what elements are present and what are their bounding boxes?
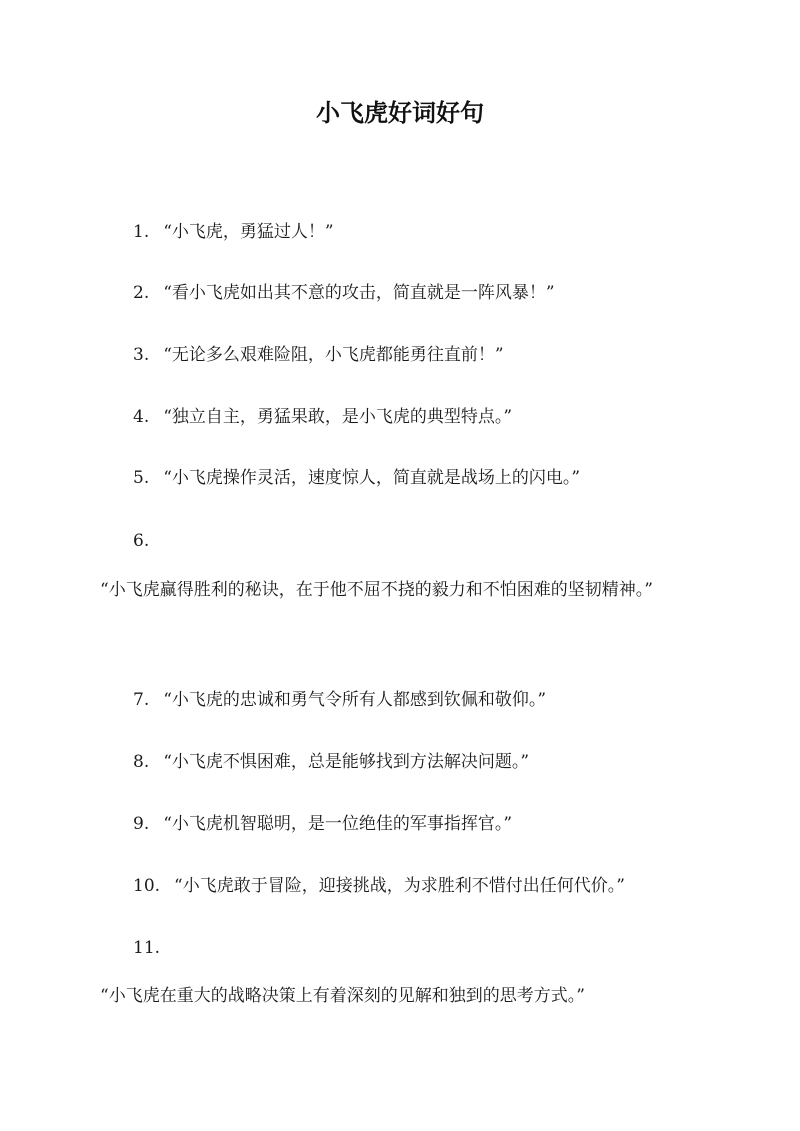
list-item <box>133 342 504 368</box>
item-text: “小飞虎操作灵活，速度惊人，简直就是战场上的闪电。” <box>163 468 581 488</box>
item-number: 8. <box>133 752 150 772</box>
item-number: 6. <box>133 531 150 551</box>
item-number: 2. <box>133 283 150 303</box>
list-item <box>133 465 580 491</box>
item-number: 3. <box>133 345 150 365</box>
item-text: “小飞虎不惧困难，总是能够找到方法解决问题。” <box>163 752 530 772</box>
list-item <box>133 749 529 775</box>
document-title: 小飞虎好词好句 <box>316 98 484 127</box>
item-text: “小飞虎敢于冒险，迎接挑战，为求胜利不惜付出任何代价。” <box>174 876 625 896</box>
item-number: 11. <box>133 938 161 958</box>
item-text: “无论多么艰难险阻，小飞虎都能勇往直前！” <box>163 345 504 365</box>
list-item-number-line <box>133 935 174 961</box>
list-item <box>133 687 546 713</box>
list-item <box>133 219 334 245</box>
item-text: “看小飞虎如出其不意的攻击，简直就是一阵风暴！” <box>163 283 555 303</box>
item-number: 9. <box>133 814 150 834</box>
list-item-text-wrapped: “小飞虎赢得胜利的秘诀，在于他不屈不挠的毅力和不怕困难的坚韧精神。” <box>100 580 653 600</box>
list-item <box>133 873 625 899</box>
item-number: 7. <box>133 690 150 710</box>
list-item-text-wrapped: “小飞虎在重大的战略决策上有着深刻的见解和独到的思考方式。” <box>100 986 585 1006</box>
item-text: “小飞虎的忠诚和勇气令所有人都感到钦佩和敬仰。” <box>163 690 547 710</box>
item-number: 10. <box>133 876 161 896</box>
list-item <box>133 280 555 306</box>
list-item <box>133 811 512 837</box>
list-item-number-line <box>133 528 163 554</box>
item-text: “独立自主，勇猛果敢，是小飞虎的典型特点。” <box>163 407 513 427</box>
item-text: “小飞虎，勇猛过人！” <box>163 222 334 242</box>
list-item <box>133 404 512 430</box>
item-number: 1. <box>133 222 150 242</box>
item-number: 4. <box>133 407 150 427</box>
item-number: 5. <box>133 468 150 488</box>
item-text: “小飞虎机智聪明，是一位绝佳的军事指挥官。” <box>163 814 513 834</box>
